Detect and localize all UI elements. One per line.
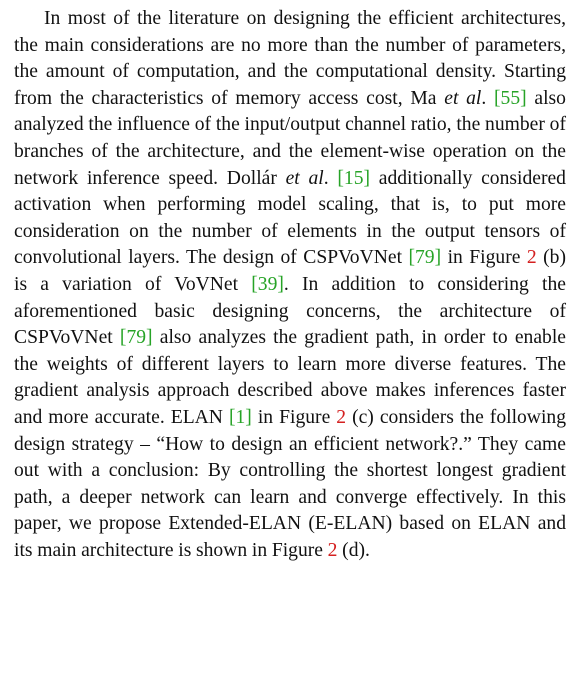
paragraph-text-run: in Figure (251, 406, 337, 428)
citation-link[interactable]: [39] (251, 273, 284, 295)
body-paragraph (14, 6, 566, 564)
paragraph-text-run: (b) is a variation of VoVNet (14, 247, 566, 295)
citation-link[interactable]: [55] (494, 87, 527, 109)
paragraph-text-run: in Figure (441, 247, 527, 269)
paragraph-text-run: In most of the literature on designing the efficient architectures, the main considerations are no more than the number of parameters, the amount of computation, and the computational density. Starting from the characteristics of memory access cost, Ma (14, 8, 566, 109)
paragraph-text-run: . (323, 167, 338, 189)
citation-link[interactable]: [79] (408, 247, 442, 269)
citation-link[interactable]: [79] (119, 327, 153, 349)
paragraph-text-run: also analyzed the influence of the input/output channel ratio, the number of branches of the architecture, and the element-wise operation on the network inference speed. Dollár (14, 87, 566, 189)
figure-reference-link[interactable]: 2 (526, 247, 537, 269)
italic-text: et al (444, 87, 482, 109)
paragraph-text-run: . (481, 87, 495, 109)
citation-link[interactable]: [15] (337, 167, 371, 189)
figure-reference-link[interactable]: 2 (327, 539, 338, 561)
italic-text: et al (285, 167, 324, 189)
figure-reference-link[interactable]: 2 (336, 406, 347, 428)
citation-link[interactable]: [1] (228, 406, 252, 428)
paragraph-text-run: (c) considers the following design strategy – “How to design an efficient network?.” They came out with a conclusion: By controlling the shortest longest gradient path, a deeper network can learn and converge effectively. In this paper, we propose Extended-ELAN (E-ELAN) based on ELAN and its main architecture is shown in Figure (14, 406, 566, 561)
paragraph-text-run: also analyzes the gradient path, in order to enable the weights of different layers to learn more diverse features. The gradient analysis approach described above makes inferences faster and more accurate. ELAN (14, 327, 566, 428)
paragraph-text-run: additionally considered activation when performing model scaling, that is, to put more consideration on the number of elements in the output tensors of convolutional layers. The design of CSPVoVNet (14, 167, 566, 269)
paragraph-text-run: . In addition to considering the aforementioned basic designing concerns, the architecture of CSPVoVNet (14, 273, 566, 349)
paragraph-text-run: (d). (337, 539, 370, 561)
